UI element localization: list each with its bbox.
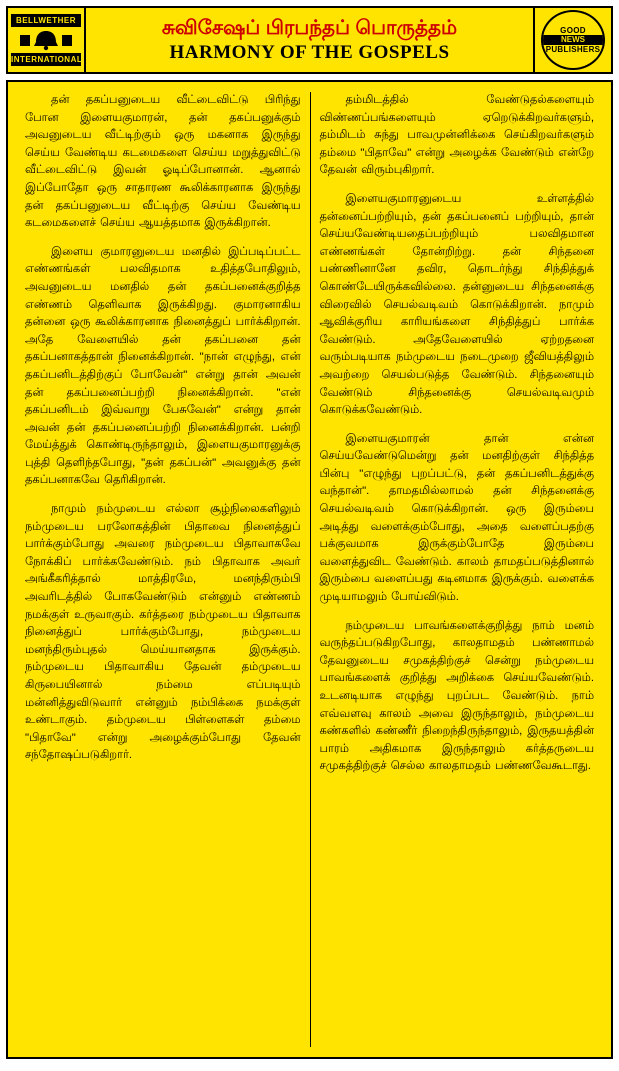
paragraph: இளைய குமாரனுடைய மனதில் இப்படிப்பட்ட எண்ணங்கள் பலவிதமாக உதித்தபோதிலும், அவனுடைய மனதில் தன் தகப்பனைக்குறித்த எண்ணம் தெளிவாக இருக்கிறது. குமாரனாகிய தன்னை ஒரு கூலிக்காரனாக நினைத்துப் பார்க்கிறான். அதே வேளையில் தன் தகப்பனை தன் தகப்பனாகத்தான் நினைக்கிறான். "நான் எழுந்து, என் தகப்பனிடத்திற்குப் போவேன்" என்று தான் அவன் தன் தகப்பனைப்பற்றி நினைக்கிறான். "என் தகப்பனிடம் இவ்வாறு பேசுவேன்" என்று தான் அவன் தன் தகப்பனைப்பற்றி நினைக்கிறான். பன்றி மேய்த்துக் கொண்டிருந்தாலும், இளையகுமாரனுக்கு புத்தி தெளிந்தபோது, "தன் தகப்பன்" அவனுக்கு தன் தகப்பனாகவே தெரிகிறான்.	[25, 245, 301, 487]
right-column	[310, 92, 604, 1047]
page-title-english: HARMONY OF THE GOSPELS	[169, 42, 450, 63]
page-title-tamil: சுவிசேஷப் பிரபந்தப் பொருத்தம்	[161, 17, 458, 39]
paragraph: நம்முடைய பாவங்களைக்குறித்து நாம் மனம் வருந்தப்படுகிறபோது, காலதாமதம் பண்ணாமல் தேவனுடைய சமுகத்திற்குச் சென்று நம்முடைய பாவங்களைக் குறித்து அறிக்கை செய்யவேண்டும். உடனடியாக எழுந்து புறப்பட வேண்டும். நாம் எவ்வளவு காலம் அவை இருந்தாலும், நம்முடைய கண்களில் கண்ணீர் நிறைந்திருந்தாலும், இருதயத்தின் பாரம் அதிகமாக இருந்தாலும் கர்த்தருடைய சமுகத்திற்குச் செல்ல காலதாமதம் பண்ணவேகூடாது.	[319, 619, 594, 773]
international-label: INTERNATIONAL	[11, 55, 83, 64]
gnp-line-1: GOOD	[560, 26, 586, 35]
paragraph: இளையகுமாரனுடைய உள்ளத்தில் தன்னைப்பற்றியும், தன் தகப்பனைப் பற்றியும், தான் செய்யவேண்டியதைப்பற்றியும் பலவிதமான எண்ணங்கள் தோன்றிற்று. தன் சிந்தனை பண்ணினானே தவிர, தொடர்ந்து சிந்தித்துக் கொண்டேயிருக்கவில்லை. தன்னுடைய சிந்தனைக்கு விரைவில் செயல்வடிவம் கொடுக்கிறான். நாமும் ஆவிக்குரிய காரியங்களை சிந்தித்துப் பார்க்க வேண்டும். அதேவேளையில் ஏற்றதனை வரும்படியாக நம்முடைய நடைமுறை ஜீவியத்திலும் அவற்றை செயல்படுத்த வேண்டும். சிந்தனையும் வேண்டும் சிந்தனைக்கு செயல்வடிவமும் கொடுக்கவேண்டும்.	[319, 192, 594, 417]
paragraph: தன் தகப்பனுடைய வீட்டைவிட்டு பிரிந்து போன இளையகுமாரன், தன் தகப்பனுக்கும் அவனுடைய வீட்டிற்கும் ஒரு மகனாக இருந்து செய்ய வேண்டிய கடமைகளை செய்ய மறுத்துவிட்டு வீட்டைவிட்டு இவன் ஓடிப்போனான். ஆனால் இப்போதோ ஒரு சாதாரண கூலிக்காரனாக இருந்து தன் தகப்பனுடைய வீட்டிற்கு செய்ய வேண்டிய கடமைகளைச் செய்ய ஆயத்தமாக இருக்கிறான்.	[25, 94, 301, 230]
gnp-line-3: PUBLISHERS	[545, 45, 601, 54]
header-titles	[86, 8, 533, 72]
paragraph: நாமும் நம்முடைய எல்லா சூழ்நிலைகளிலும் நம்முடைய பரலோகத்தின் பிதாவை நினைத்துப் பார்க்கும்போது அவரை நம்முடைய பிதாவாகவே நோக்கிப் பார்க்கவேண்டும். நம் பிதாவாக அவர் அங்கீகரித்தால் மாத்திரமே, மனந்திரும்பி அவரிடத்தில் போகவேண்டும் என்னும் எண்ணம் நமக்குள் உருவாகும். கர்த்தரை நம்முடைய பிதாவாக நினைத்துப் பார்க்கும்போது, நம்முடைய மனந்திரும்புதல் மெய்யானதாக இருக்கும். நம்முடைய பிதாவாகிய தேவன் தம்முடைய கிருபையினால் நம்மை எப்படியும் மன்னித்துவிடுவார் என்னும் நம்பிக்கை நமக்குள் உண்டாகும். தம்முடைய பிள்ளைகள் தம்மை "பிதாவே" என்று அழைக்கும்போது தேவன் சந்தோஷப்படுகிறார்.	[25, 503, 301, 762]
document-body	[6, 80, 613, 1059]
bellwether-label: BELLWETHER	[11, 14, 81, 27]
bell-icon	[11, 28, 81, 52]
left-column	[16, 92, 310, 1047]
good-news-publishers-logo	[533, 8, 611, 72]
gnp-seal	[541, 10, 605, 70]
paragraph: தம்மிடத்தில் வேண்டுதல்களையும் விண்ணப்பங்களையும் ஏறெடுக்கிறவர்களும், தம்மிடம் சுந்து பாவமுன்னிக்கை செய்கிறவர்களும் தம்மை "பிதாவே" என்று அழைக்க வேண்டும் என்றே தேவன் விரும்புகிறார்.	[319, 94, 594, 177]
bellwether-international-logo	[8, 8, 86, 72]
document-header	[6, 6, 613, 74]
paragraph: இளையகுமாரன் தான் என்ன செய்யவேண்டுமென்று தன் மனதிற்குள் சிந்தித்த பின்பு "எழுந்து புறப்பட்டு, தன் தகப்பனிடத்துக்கு வந்தான்". தாமதமில்லாமல் தன் சிந்தனைக்கு செயல்வடிவம் கொடுக்கிறான். ஒரு இரும்பை அடித்து வளைக்கும்போது, அதை வளைப்பதற்கு பக்குவமாக இருக்கும்போதே இரும்பை வளைத்துவிட வேண்டும். காலம் தாமதப்படுத்தினால் இரும்பை வளைப்பது கடினமாக இருக்கும். வளைக்க முடியாமலும் போய்விடும்.	[319, 432, 594, 604]
gnp-line-2: NEWS	[543, 35, 603, 45]
